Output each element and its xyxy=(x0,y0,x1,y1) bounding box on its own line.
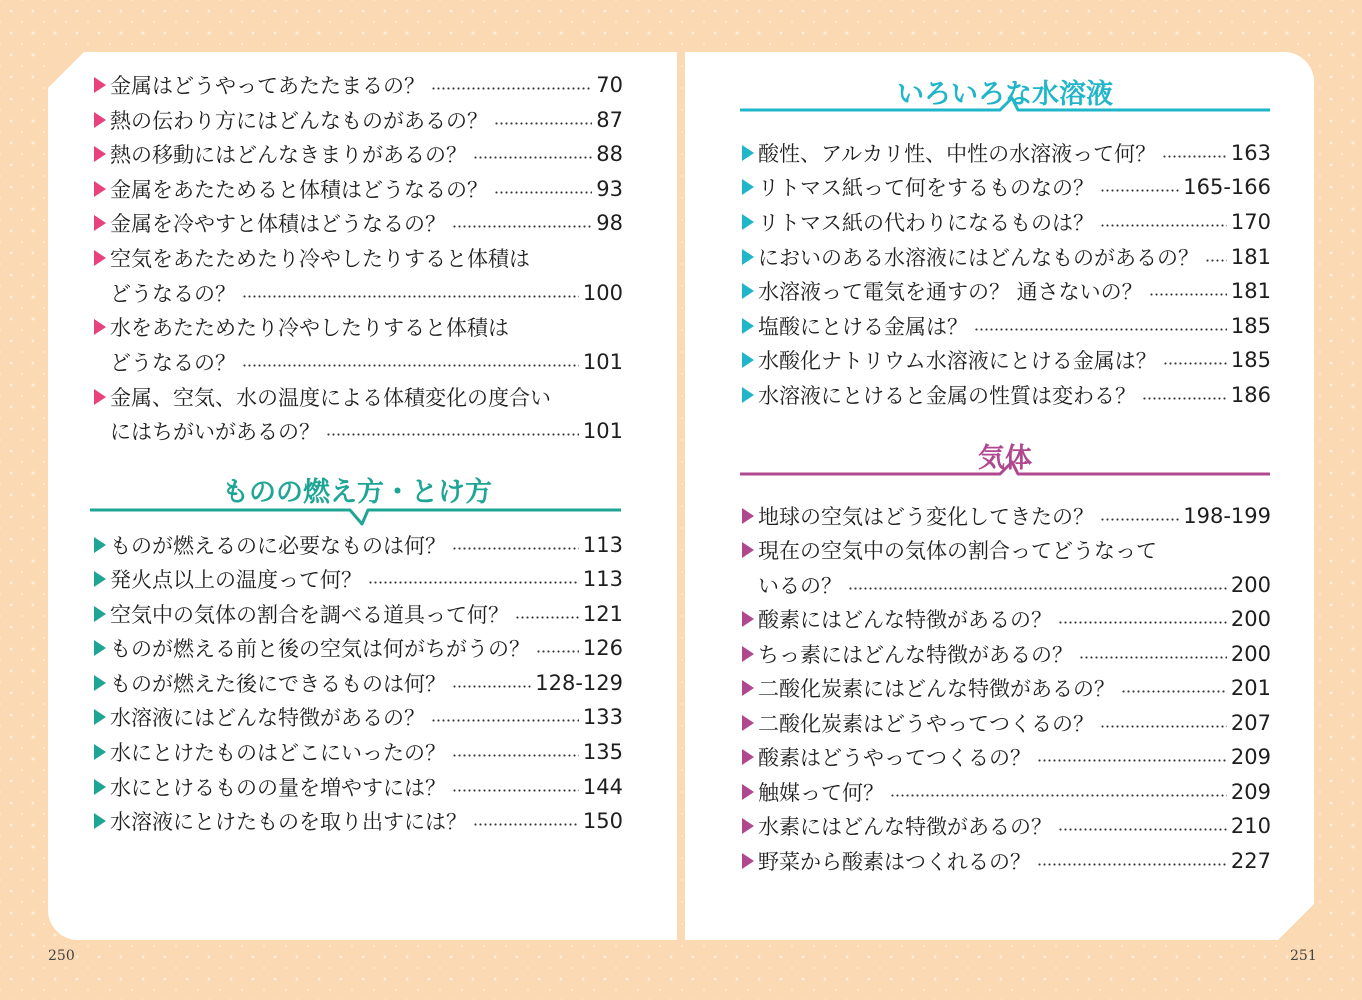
leader-dots xyxy=(368,581,579,584)
triangle-bullet-icon xyxy=(94,571,106,587)
toc-entry[interactable] xyxy=(742,775,1271,809)
leader-dots xyxy=(536,650,579,653)
leader-dots xyxy=(1100,189,1179,192)
entry-text: 地球の空気はどう変化してきたの？ xyxy=(758,505,1094,529)
triangle-bullet-icon xyxy=(742,352,754,368)
toc-entry[interactable] xyxy=(742,378,1271,412)
entry-text: 酸性、アルカリ性、中性の水溶液って何？ xyxy=(758,142,1157,166)
entry-page: 98 xyxy=(596,211,623,235)
toc-entry[interactable] xyxy=(742,844,1271,878)
entry-page: 209 xyxy=(1230,745,1271,769)
entry-text: 熱の伝わり方にはどんなものがあるの？ xyxy=(110,109,488,133)
leader-dots xyxy=(431,719,579,722)
triangle-bullet-icon xyxy=(94,77,106,93)
entry-page: 121 xyxy=(582,602,623,626)
entry-page: 128-129 xyxy=(535,671,623,695)
leader-dots xyxy=(1142,397,1227,400)
entry-page: 185 xyxy=(1230,314,1271,338)
leader-dots xyxy=(1100,224,1227,227)
page-number-right: 251 xyxy=(1290,948,1317,964)
triangle-bullet-icon xyxy=(742,853,754,869)
entry-text: 金属はどうやってあたたまるの？ xyxy=(110,74,425,98)
toc-entry[interactable] xyxy=(94,666,623,700)
toc-entry[interactable] xyxy=(94,804,623,838)
toc-entry-first-line[interactable] xyxy=(94,241,623,275)
entry-page: 150 xyxy=(582,809,623,833)
triangle-bullet-icon xyxy=(742,249,754,265)
leader-dots xyxy=(452,547,579,550)
entry-text: 二酸化炭素にはどんな特徴があるの？ xyxy=(758,677,1115,701)
toc-entry[interactable] xyxy=(94,770,623,804)
entry-page: 113 xyxy=(582,533,623,557)
triangle-bullet-icon xyxy=(742,214,754,230)
leader-dots xyxy=(515,616,579,619)
section-title-gases: 気体 xyxy=(978,443,1032,474)
toc-entry[interactable] xyxy=(94,735,623,769)
triangle-bullet-icon xyxy=(94,537,106,553)
leader-dots xyxy=(452,685,531,688)
entry-page: 185 xyxy=(1230,348,1271,372)
triangle-bullet-icon xyxy=(742,646,754,662)
toc-entry[interactable] xyxy=(742,637,1271,671)
toc-entry[interactable] xyxy=(94,206,623,240)
entry-page: 200 xyxy=(1230,642,1271,666)
leader-dots xyxy=(974,328,1227,331)
toc-entry[interactable] xyxy=(94,528,623,562)
entry-text-continued: いるの？ xyxy=(758,574,842,598)
triangle-bullet-icon xyxy=(742,387,754,403)
entry-text: ちっ素にはどんな特徴があるの？ xyxy=(758,643,1073,667)
toc-entry-second-line[interactable] xyxy=(742,568,1271,602)
entry-page: 200 xyxy=(1230,607,1271,631)
triangle-bullet-icon xyxy=(94,640,106,656)
triangle-bullet-icon xyxy=(94,250,106,266)
toc-entry[interactable] xyxy=(742,309,1271,343)
leader-dots xyxy=(1121,690,1227,693)
section-title-burning-dissolving: ものの燃え方・とけ方 xyxy=(222,477,492,508)
triangle-bullet-icon xyxy=(94,146,106,162)
toc-entry[interactable] xyxy=(94,172,623,206)
triangle-bullet-icon xyxy=(94,779,106,795)
toc-entry[interactable] xyxy=(94,137,623,171)
entry-text: においのある水溶液にはどんなものがあるの？ xyxy=(758,246,1199,270)
toc-entry[interactable] xyxy=(742,706,1271,740)
leader-dots xyxy=(1058,621,1227,624)
leader-dots xyxy=(1162,155,1227,158)
entry-page: 70 xyxy=(596,73,623,97)
entry-text: 水溶液にとけたものを取り出すには？ xyxy=(110,810,467,834)
entry-page: 210 xyxy=(1230,814,1271,838)
triangle-bullet-icon xyxy=(94,675,106,691)
entry-text: 触媒って何？ xyxy=(758,781,884,805)
leader-dots xyxy=(326,433,579,436)
entry-text-continued: どうなるの？ xyxy=(110,351,236,375)
entry-text: 水をあたためたり冷やしたりすると体積は xyxy=(110,316,509,340)
triangle-bullet-icon xyxy=(742,318,754,334)
entry-page: 170 xyxy=(1230,210,1271,234)
entry-page: 101 xyxy=(582,419,623,443)
entry-page: 181 xyxy=(1230,245,1271,269)
section-underline xyxy=(88,504,623,526)
triangle-bullet-icon xyxy=(742,715,754,731)
leader-dots xyxy=(242,364,579,367)
triangle-bullet-icon xyxy=(94,112,106,128)
leader-dots xyxy=(1100,725,1227,728)
triangle-bullet-icon xyxy=(742,508,754,524)
triangle-bullet-icon xyxy=(742,542,754,558)
entry-text: 発火点以上の温度って何？ xyxy=(110,568,362,592)
leader-dots xyxy=(473,823,579,826)
triangle-bullet-icon xyxy=(742,145,754,161)
entry-page: 209 xyxy=(1230,780,1271,804)
entry-page: 93 xyxy=(596,177,623,201)
triangle-bullet-icon xyxy=(742,680,754,696)
entry-page: 144 xyxy=(582,775,623,799)
leader-dots xyxy=(890,794,1227,797)
triangle-bullet-icon xyxy=(94,709,106,725)
entry-page: 165-166 xyxy=(1183,175,1271,199)
leader-dots xyxy=(452,789,579,792)
entry-text: 水素にはどんな特徴があるの？ xyxy=(758,815,1052,839)
entry-page: 113 xyxy=(582,567,623,591)
toc-entry-second-line[interactable] xyxy=(94,414,623,448)
toc-entry-first-line[interactable] xyxy=(742,533,1271,567)
leader-dots xyxy=(1100,518,1179,521)
entry-page: 227 xyxy=(1230,849,1271,873)
entry-text: 空気をあたためたり冷やしたりすると体積は xyxy=(110,247,530,271)
toc-entry-second-line[interactable] xyxy=(94,345,623,379)
entry-text: 水にとけたものはどこにいったの？ xyxy=(110,741,446,765)
entry-text: 金属、空気、水の温度による体積変化の度合い xyxy=(110,386,551,410)
entry-text: 酸素はどうやってつくるの？ xyxy=(758,746,1031,770)
entry-text: 水溶液にはどんな特徴があるの？ xyxy=(110,706,425,730)
leader-dots xyxy=(1037,759,1227,762)
triangle-bullet-icon xyxy=(94,319,106,335)
entry-page: 163 xyxy=(1230,141,1271,165)
entry-text: 酸素にはどんな特徴があるの？ xyxy=(758,608,1052,632)
toc-entry[interactable] xyxy=(742,274,1271,308)
leader-dots xyxy=(494,122,592,125)
toc-entry[interactable] xyxy=(742,343,1271,377)
triangle-bullet-icon xyxy=(742,283,754,299)
page-number-left: 250 xyxy=(48,948,75,964)
triangle-bullet-icon xyxy=(742,611,754,627)
toc-entry-first-line[interactable] xyxy=(94,380,623,414)
entry-page: 133 xyxy=(582,705,623,729)
entry-page: 101 xyxy=(582,350,623,374)
entry-page: 88 xyxy=(596,142,623,166)
toc-entry[interactable] xyxy=(742,170,1271,204)
toc-entry[interactable] xyxy=(742,809,1271,843)
entry-page: 100 xyxy=(582,281,623,305)
leader-dots xyxy=(452,225,592,228)
toc-entry[interactable] xyxy=(742,499,1271,533)
toc-entry[interactable] xyxy=(94,700,623,734)
triangle-bullet-icon xyxy=(742,818,754,834)
toc-entry[interactable] xyxy=(742,671,1271,705)
entry-page: 186 xyxy=(1230,383,1271,407)
toc-entry[interactable] xyxy=(94,597,623,631)
entry-text: 水溶液にとけると金属の性質は変わる？ xyxy=(758,384,1136,408)
entry-text: 水溶液って電気を通すの？ 通さないの？ xyxy=(758,280,1143,304)
leader-dots xyxy=(1058,828,1227,831)
leader-dots xyxy=(1079,656,1227,659)
entry-text-continued: にはちがいがあるの？ xyxy=(110,420,320,444)
toc-entry-second-line[interactable] xyxy=(94,276,623,310)
section-underline xyxy=(738,96,1272,118)
toc-entry[interactable] xyxy=(742,136,1271,170)
entry-text: 空気中の気体の割合を調べる道具って何？ xyxy=(110,603,509,627)
entry-text-continued: どうなるの？ xyxy=(110,282,236,306)
leader-dots xyxy=(494,191,592,194)
toc-entry[interactable] xyxy=(742,602,1271,636)
toc-entry[interactable] xyxy=(94,631,623,665)
entry-text: リトマス紙の代わりになるものは？ xyxy=(758,211,1094,235)
leader-dots xyxy=(848,587,1227,590)
leader-dots xyxy=(1163,362,1227,365)
entry-page: 201 xyxy=(1230,676,1271,700)
entry-page: 207 xyxy=(1230,711,1271,735)
toc-entry[interactable] xyxy=(742,740,1271,774)
entry-text: 野菜から酸素はつくれるの？ xyxy=(758,850,1031,874)
triangle-bullet-icon xyxy=(742,784,754,800)
entry-text: 現在の空気中の気体の割合ってどうなって xyxy=(758,539,1157,563)
entry-text: ものが燃えた後にできるものは何？ xyxy=(110,672,446,696)
leader-dots xyxy=(1149,293,1227,296)
section-title-aqueous-solutions: いろいろな水溶液 xyxy=(897,79,1113,110)
toc-entry[interactable] xyxy=(94,562,623,596)
entry-page: 126 xyxy=(582,636,623,660)
entry-text: 水にとけるものの量を増やすには？ xyxy=(110,776,446,800)
triangle-bullet-icon xyxy=(742,179,754,195)
toc-entry[interactable] xyxy=(94,103,623,137)
entry-page: 200 xyxy=(1230,573,1271,597)
entry-page: 135 xyxy=(582,740,623,764)
toc-entry[interactable] xyxy=(742,205,1271,239)
entry-text: 水酸化ナトリウム水溶液にとける金属は？ xyxy=(758,349,1157,373)
triangle-bullet-icon xyxy=(94,389,106,405)
triangle-bullet-icon xyxy=(94,606,106,622)
leader-dots xyxy=(473,156,592,159)
entry-text: 金属を冷やすと体積はどうなるの？ xyxy=(110,212,446,236)
entry-page: 181 xyxy=(1230,279,1271,303)
entry-text: 金属をあたためると体積はどうなるの？ xyxy=(110,178,488,202)
entry-text: ものが燃える前と後の空気は何がちがうの？ xyxy=(110,637,530,661)
triangle-bullet-icon xyxy=(742,749,754,765)
triangle-bullet-icon xyxy=(94,181,106,197)
triangle-bullet-icon xyxy=(94,813,106,829)
toc-entry[interactable] xyxy=(94,68,623,102)
entry-text: リトマス紙って何をするものなの？ xyxy=(758,176,1094,200)
triangle-bullet-icon xyxy=(94,215,106,231)
leader-dots xyxy=(452,754,579,757)
toc-entry-first-line[interactable] xyxy=(94,310,623,344)
entry-text: 塩酸にとける金属は？ xyxy=(758,315,968,339)
section-underline xyxy=(738,460,1272,482)
leader-dots xyxy=(1037,863,1227,866)
leader-dots xyxy=(242,295,579,298)
entry-text: 二酸化炭素はどうやってつくるの？ xyxy=(758,712,1094,736)
entry-text: ものが燃えるのに必要なものは何？ xyxy=(110,534,446,558)
entry-page: 87 xyxy=(596,108,623,132)
toc-entry[interactable] xyxy=(742,240,1271,274)
entry-text: 熱の移動にはどんなきまりがあるの？ xyxy=(110,143,467,167)
triangle-bullet-icon xyxy=(94,744,106,760)
entry-page: 198-199 xyxy=(1183,504,1271,528)
leader-dots xyxy=(431,87,592,90)
leader-dots xyxy=(1205,259,1227,262)
